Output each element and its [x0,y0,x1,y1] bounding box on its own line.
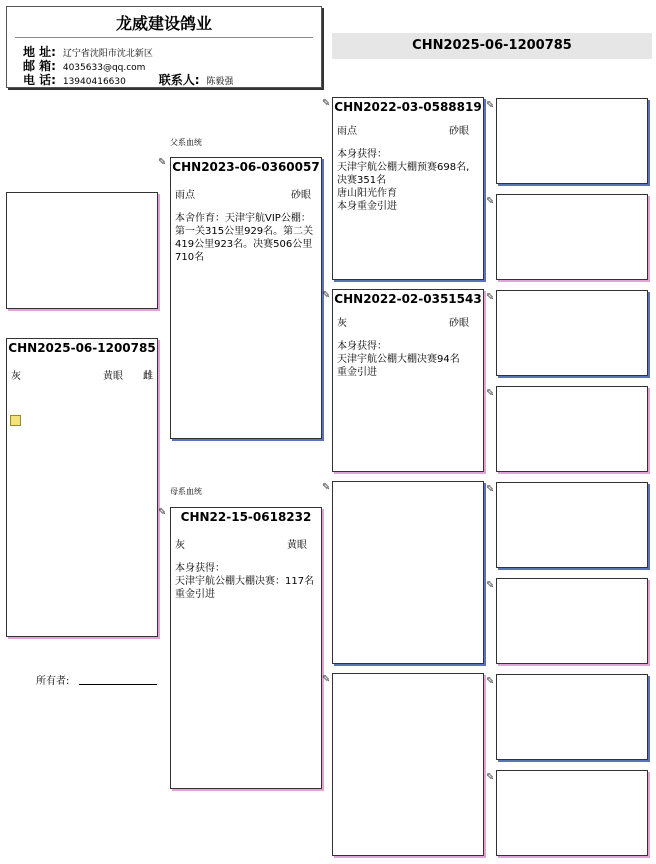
photo-box[interactable] [6,192,158,309]
email-value: 4035633@qq.com [62,63,146,73]
edit-pencil-icon[interactable]: ✎ [322,674,331,685]
contact-key: 联系人: [158,73,200,87]
phone-value: 13940416630 [62,77,126,87]
dam-line-label: 母系血统 [170,487,202,496]
edit-pencil-icon[interactable]: ✎ [486,580,495,591]
note-icon[interactable] [10,415,21,426]
subject-sex: 雌 [143,371,153,382]
edit-pencil-icon[interactable]: ✎ [486,676,495,687]
edit-pencil-icon[interactable]: ✎ [486,484,495,495]
sire-dam-description: 本身获得： 天津宇航公棚大棚决赛94名 重金引进 [337,341,460,378]
sire-description: 本舍作育：天津宇航VIP公棚： 第一关315公里929名。第二关 419公里923名。决赛506公里 710名 [175,213,314,263]
breeder-name: 龙威建设鸽业 [115,14,212,33]
edit-pencil-icon[interactable]: ✎ [322,482,331,493]
edit-pencil-icon[interactable]: ✎ [322,290,331,301]
sire-dam-eye: 砂眼 [449,318,469,329]
sire-ring: CHN2023-06-0360057 [172,160,320,174]
subject-card[interactable] [6,338,158,637]
edit-pencil-icon[interactable]: ✎ [158,157,167,168]
breeder-header-card [6,6,322,88]
sire-dam-ring: CHN2022-02-0351543 [334,292,482,306]
dam-description: 本身获得： 天津宇航公棚大棚决赛：117名 重金引进 [175,563,315,600]
great-grandparent-card-8[interactable] [496,770,648,856]
edit-pencil-icon[interactable]: ✎ [486,772,495,783]
edit-pencil-icon[interactable]: ✎ [486,388,495,399]
sire-sire-description: 本身获得： 天津宇航公棚大棚预赛698名, 决赛351名 唐山阳光作育 本身重金引进 [337,149,470,212]
dam-color: 灰 [175,540,185,551]
sire-dam-card[interactable] [332,289,484,472]
dam-eye: 黄眼 [287,540,307,551]
great-grandparent-card-4[interactable] [496,386,648,472]
subject-color: 灰 [11,371,21,382]
dam-sire-card[interactable] [332,481,484,664]
great-grandparent-card-7[interactable] [496,674,648,760]
dam-dam-card[interactable] [332,673,484,856]
edit-pencil-icon[interactable]: ✎ [158,507,167,518]
sire-sire-ring: CHN2022-03-0588819 [334,100,482,114]
address-key: 地 址: [23,45,56,59]
subject-ring-banner: CHN2025-06-1200785 [332,33,652,59]
edit-pencil-icon[interactable]: ✎ [486,292,495,303]
sire-sire-eye: 砂眼 [449,126,469,137]
great-grandparent-card-3[interactable] [496,290,648,376]
address-value: 辽宁省沈阳市沈北新区 [62,49,153,59]
phone-key: 电 话: [23,73,56,87]
sire-color: 雨点 [175,190,195,201]
sire-sire-color: 雨点 [337,126,357,137]
sire-sire-card[interactable] [332,97,484,280]
owner-label: 所有者: [36,676,70,687]
owner-signature-line[interactable] [79,684,157,685]
email-key: 邮 箱: [23,59,56,73]
dam-card[interactable] [170,507,322,789]
edit-pencil-icon[interactable]: ✎ [322,98,331,109]
subject-eye: 黄眼 [103,371,123,382]
subject-ring: CHN2025-06-1200785 [8,341,156,355]
great-grandparent-card-2[interactable] [496,194,648,280]
sire-card[interactable] [170,157,322,439]
dam-ring: CHN22-15-0618232 [180,510,312,524]
sire-line-label: 父系血统 [170,138,202,147]
sire-dam-color: 灰 [337,318,347,329]
edit-pencil-icon[interactable]: ✎ [486,196,495,207]
great-grandparent-card-6[interactable] [496,578,648,664]
phone-row [23,71,233,88]
great-grandparent-card-5[interactable] [496,482,648,568]
header-divider [15,37,313,38]
sire-eye: 砂眼 [291,190,311,201]
great-grandparent-card-1[interactable] [496,98,648,184]
edit-pencil-icon[interactable]: ✎ [486,100,495,111]
contact-value: 陈毅强 [206,77,234,87]
